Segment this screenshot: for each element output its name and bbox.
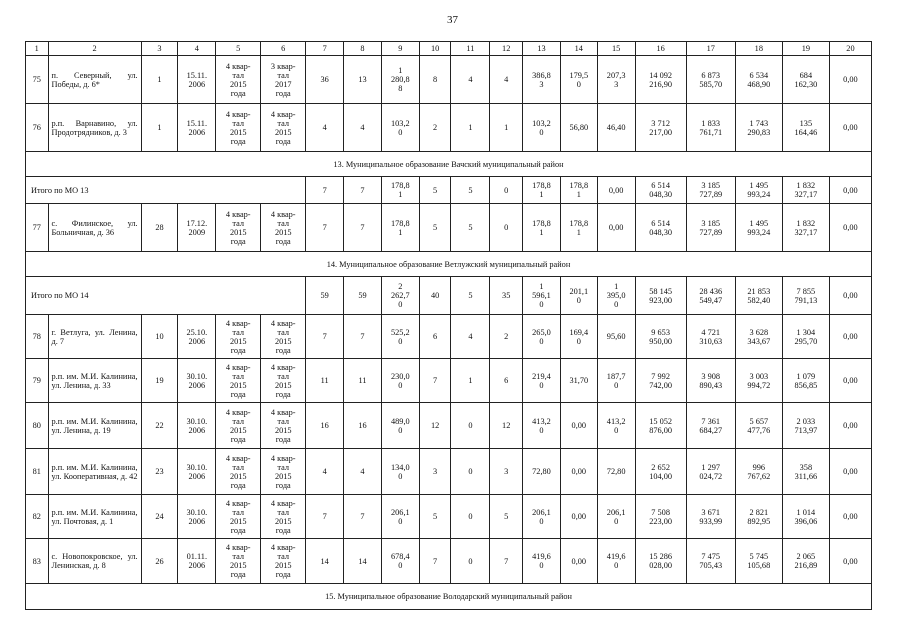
row-number: 82 (26, 495, 49, 539)
table-cell: 7 (306, 204, 344, 252)
table-cell: 11 (306, 359, 344, 403)
table-cell: 5 657 477,76 (735, 403, 782, 449)
row-number: 78 (26, 315, 49, 359)
table-cell: 4 квар- тал 2015 года (261, 204, 306, 252)
table-cell: 4 квар- тал 2015 года (261, 449, 306, 495)
table-cell: 72,80 (597, 449, 635, 495)
table-cell: 1 (141, 56, 178, 104)
table-cell: 0,00 (829, 359, 871, 403)
table-cell: 11 (344, 359, 382, 403)
subtotal-cell: 0 (490, 177, 523, 204)
table-cell: 1 (451, 104, 490, 152)
table-cell: 0,00 (829, 315, 871, 359)
table-cell: 4 (451, 56, 490, 104)
subtotal-cell: 21 853 582,40 (735, 277, 782, 315)
table-cell: 30.10. 2006 (178, 449, 216, 495)
table-cell: 22 (141, 403, 178, 449)
subtotal-cell: 178,8 1 (523, 177, 561, 204)
subtotal-cell: 1 596,1 0 (523, 277, 561, 315)
table-cell: 4 квар- тал 2015 года (216, 495, 261, 539)
table-cell: 386,8 3 (523, 56, 561, 104)
subtotal-cell: 0,00 (829, 277, 871, 315)
column-number-cell: 15 (597, 42, 635, 56)
table-cell: 4 квар- тал 2015 года (216, 403, 261, 449)
table-row (26, 204, 872, 252)
column-number-cell: 8 (344, 42, 382, 56)
table-cell: 12 (490, 403, 523, 449)
table-cell: 01.11. 2006 (178, 539, 216, 584)
table-cell: 6 514 048,30 (635, 204, 686, 252)
table-cell: 413,2 0 (597, 403, 635, 449)
section-row (26, 152, 872, 177)
column-number-cell: 3 (141, 42, 178, 56)
table-cell: 14 (306, 539, 344, 584)
address-cell: п. Северный, ул. Победы, д. 6* (48, 56, 141, 104)
table-cell: 134,0 0 (381, 449, 419, 495)
table-cell: 8 (419, 56, 451, 104)
row-number: 75 (26, 56, 49, 104)
table-cell: 1 743 290,83 (735, 104, 782, 152)
address-cell: р.п. Варнавино, ул. Продотрядников, д. 3 (48, 104, 141, 152)
table-cell: 14 092 216,90 (635, 56, 686, 104)
column-number-cell: 18 (735, 42, 782, 56)
subtotal-cell: 7 (306, 177, 344, 204)
table-cell: 1 495 993,24 (735, 204, 782, 252)
subtotal-cell: 6 514 048,30 (635, 177, 686, 204)
table-cell: 1 (451, 359, 490, 403)
table-row (26, 104, 872, 152)
column-number-cell: 20 (829, 42, 871, 56)
table-cell: 4 (306, 104, 344, 152)
table-cell: 72,80 (523, 449, 561, 495)
subtotal-cell: 0,00 (829, 177, 871, 204)
table-cell: 7 (419, 539, 451, 584)
subtotal-cell: 178,8 1 (560, 177, 597, 204)
table-cell: 3 628 343,67 (735, 315, 782, 359)
table-cell: 0 (451, 495, 490, 539)
address-cell: с. Новопокровское, ул. Ленинская, д. 8 (48, 539, 141, 584)
table-cell: 2 065 216,89 (782, 539, 829, 584)
address-cell: р.п. им. М.И. Калинина, ул. Ленина, д. 19 (48, 403, 141, 449)
table-cell: 4 квар- тал 2015 года (261, 495, 306, 539)
table-cell: 15.11. 2006 (178, 104, 216, 152)
table-cell: 7 (344, 315, 382, 359)
table-cell: 23 (141, 449, 178, 495)
subtotal-cell: 0,00 (597, 177, 635, 204)
column-number-cell: 11 (451, 42, 490, 56)
table-cell: 206,1 0 (381, 495, 419, 539)
table-cell: 3 908 890,43 (686, 359, 735, 403)
table-cell: 0 (490, 204, 523, 252)
table-cell: 0,00 (597, 204, 635, 252)
table-cell: 7 475 705,43 (686, 539, 735, 584)
table-cell: 1 304 295,70 (782, 315, 829, 359)
table-cell: 6 (490, 359, 523, 403)
subtotal-row (26, 177, 872, 204)
table-cell: 0 (451, 539, 490, 584)
table-cell: 4 квар- тал 2015 года (216, 104, 261, 152)
table-cell: 135 164,46 (782, 104, 829, 152)
table-cell: 5 745 105,68 (735, 539, 782, 584)
table-cell: 4 квар- тал 2015 года (261, 359, 306, 403)
table-cell: 9 653 950,00 (635, 315, 686, 359)
table-row (26, 359, 872, 403)
table-cell: 0 (451, 403, 490, 449)
table-cell: 996 767,62 (735, 449, 782, 495)
table-cell: 0,00 (829, 104, 871, 152)
table-cell: 6 534 468,90 (735, 56, 782, 104)
subtotal-cell: 5 (451, 177, 490, 204)
table-cell: 207,3 3 (597, 56, 635, 104)
table-cell: 1 297 024,72 (686, 449, 735, 495)
table-cell: 4 721 310,63 (686, 315, 735, 359)
table-cell: 19 (141, 359, 178, 403)
table-cell: 103,2 0 (523, 104, 561, 152)
table-cell: 103,2 0 (381, 104, 419, 152)
table-cell: 2 033 713,97 (782, 403, 829, 449)
table-cell: 4 квар- тал 2015 года (216, 539, 261, 584)
subtotal-cell: 5 (419, 177, 451, 204)
table-cell: 3 671 933,99 (686, 495, 735, 539)
column-number-cell: 9 (381, 42, 419, 56)
row-number: 83 (26, 539, 49, 584)
table-cell: 17.12. 2009 (178, 204, 216, 252)
table-cell: 4 (306, 449, 344, 495)
table-cell: 2 (419, 104, 451, 152)
table-row (26, 56, 872, 104)
section-title: 15. Муниципальное образование Володарский муниципальный район (26, 584, 872, 610)
table-cell: 4 квар- тал 2015 года (261, 104, 306, 152)
table-cell: 4 квар- тал 2015 года (216, 359, 261, 403)
table-cell: 1 832 327,17 (782, 204, 829, 252)
table-cell: 46,40 (597, 104, 635, 152)
table-cell: 7 992 742,00 (635, 359, 686, 403)
table-cell: 219,4 0 (523, 359, 561, 403)
column-number-cell: 12 (490, 42, 523, 56)
table-cell: 30.10. 2006 (178, 359, 216, 403)
table-cell: 7 (306, 315, 344, 359)
subtotal-cell: 40 (419, 277, 451, 315)
table-cell: 15.11. 2006 (178, 56, 216, 104)
column-number-cell: 17 (686, 42, 735, 56)
table-cell: 4 квар- тал 2015 года (216, 315, 261, 359)
section-title: 14. Муниципальное образование Ветлужский муниципальный район (26, 252, 872, 277)
table-cell: 25.10. 2006 (178, 315, 216, 359)
table-cell: 36 (306, 56, 344, 104)
table-cell: 0,00 (560, 495, 597, 539)
table-cell: 2 (490, 315, 523, 359)
column-number-cell: 5 (216, 42, 261, 56)
row-number: 76 (26, 104, 49, 152)
subtotal-cell: 201,1 0 (560, 277, 597, 315)
table-cell: 265,0 0 (523, 315, 561, 359)
row-number: 79 (26, 359, 49, 403)
table-cell: 7 (344, 495, 382, 539)
table-cell: 12 (419, 403, 451, 449)
table-cell: 684 162,30 (782, 56, 829, 104)
table-cell: 0,00 (560, 539, 597, 584)
subtotal-cell: 178,8 1 (381, 177, 419, 204)
subtotal-cell: 1 832 327,17 (782, 177, 829, 204)
column-number-cell: 14 (560, 42, 597, 56)
table-cell: 0,00 (829, 495, 871, 539)
table-cell: 4 (344, 104, 382, 152)
table-cell: 26 (141, 539, 178, 584)
table-cell: 3 (490, 449, 523, 495)
table-cell: 28 (141, 204, 178, 252)
column-number-cell: 19 (782, 42, 829, 56)
table-cell: 7 (490, 539, 523, 584)
subtotal-cell: 59 (306, 277, 344, 315)
table-cell: 31,70 (560, 359, 597, 403)
table-cell: 6 (419, 315, 451, 359)
table-cell: 0,00 (829, 449, 871, 495)
table-cell: 0,00 (560, 449, 597, 495)
table-cell: 1 014 396,06 (782, 495, 829, 539)
table-cell: 206,1 0 (523, 495, 561, 539)
table-cell: 0,00 (560, 403, 597, 449)
table-cell: 178,8 1 (560, 204, 597, 252)
subtotal-cell: 58 145 923,00 (635, 277, 686, 315)
column-number-cell: 7 (306, 42, 344, 56)
address-cell: г. Ветлуга, ул. Ленина, д. 7 (48, 315, 141, 359)
subtotal-cell: 1 395,0 0 (597, 277, 635, 315)
column-number-cell: 4 (178, 42, 216, 56)
table-cell: 5 (451, 204, 490, 252)
subtotal-label: Итого по МО 13 (26, 177, 306, 204)
table-cell: 15 052 876,00 (635, 403, 686, 449)
table-cell: 169,4 0 (560, 315, 597, 359)
table-cell: 4 (344, 449, 382, 495)
address-cell: с. Филинское, ул. Больничная, д. 36 (48, 204, 141, 252)
table-cell: 0,00 (829, 403, 871, 449)
column-number-cell: 16 (635, 42, 686, 56)
table-cell: 13 (344, 56, 382, 104)
table-cell: 230,0 0 (381, 359, 419, 403)
table-cell: 419,6 0 (597, 539, 635, 584)
row-number: 77 (26, 204, 49, 252)
section-row (26, 252, 872, 277)
table-row (26, 495, 872, 539)
table-cell: 4 (490, 56, 523, 104)
table-cell: 3 квар- тал 2017 года (261, 56, 306, 104)
table-cell: 525,2 0 (381, 315, 419, 359)
column-number-cell: 2 (48, 42, 141, 56)
table-cell: 0,00 (829, 539, 871, 584)
table-row (26, 403, 872, 449)
table-cell: 4 квар- тал 2015 года (261, 403, 306, 449)
address-cell: р.п. им. М.И. Калинина, ул. Кооперативная, д. 42 (48, 449, 141, 495)
table-cell: 2 821 892,95 (735, 495, 782, 539)
subtotal-cell: 59 (344, 277, 382, 315)
page-number: 37 (447, 14, 458, 26)
subtotal-cell: 1 495 993,24 (735, 177, 782, 204)
table-cell: 178,8 1 (381, 204, 419, 252)
table-row (26, 539, 872, 584)
section-row (26, 584, 872, 610)
table-header-row (26, 42, 872, 56)
table-cell: 413,2 0 (523, 403, 561, 449)
column-number-cell: 1 (26, 42, 49, 56)
column-number-cell: 6 (261, 42, 306, 56)
section-title: 13. Муниципальное образование Вачский муниципальный район (26, 152, 872, 177)
table-cell: 4 (451, 315, 490, 359)
table-cell: 30.10. 2006 (178, 403, 216, 449)
table-cell: 24 (141, 495, 178, 539)
subtotal-cell: 7 855 791,13 (782, 277, 829, 315)
table-row (26, 449, 872, 495)
table-cell: 1 079 856,85 (782, 359, 829, 403)
table-cell: 5 (419, 204, 451, 252)
table-cell: 5 (490, 495, 523, 539)
table-cell: 3 712 217,00 (635, 104, 686, 152)
table-cell: 0,00 (829, 56, 871, 104)
table-cell: 1 (490, 104, 523, 152)
table-cell: 1 (141, 104, 178, 152)
table-cell: 16 (306, 403, 344, 449)
table-cell: 56,80 (560, 104, 597, 152)
table-cell: 489,0 0 (381, 403, 419, 449)
table-cell: 0 (451, 449, 490, 495)
subtotal-cell: 5 (451, 277, 490, 315)
row-number: 81 (26, 449, 49, 495)
table-cell: 178,8 1 (523, 204, 561, 252)
table-cell: 206,1 0 (597, 495, 635, 539)
table-cell: 15 286 028,00 (635, 539, 686, 584)
table-cell: 16 (344, 403, 382, 449)
table-cell: 7 (306, 495, 344, 539)
table-cell: 4 квар- тал 2015 года (261, 315, 306, 359)
table-cell: 678,4 0 (381, 539, 419, 584)
table-cell: 419,6 0 (523, 539, 561, 584)
column-number-cell: 13 (523, 42, 561, 56)
table-row (26, 315, 872, 359)
table-cell: 1 833 761,71 (686, 104, 735, 152)
table-cell: 5 (419, 495, 451, 539)
table-cell: 30.10. 2006 (178, 495, 216, 539)
table-cell: 4 квар- тал 2015 года (216, 56, 261, 104)
table-cell: 7 361 684,27 (686, 403, 735, 449)
table-cell: 358 311,66 (782, 449, 829, 495)
table-cell: 2 652 104,00 (635, 449, 686, 495)
table-cell: 10 (141, 315, 178, 359)
table-cell: 0,00 (829, 204, 871, 252)
table-cell: 3 185 727,89 (686, 204, 735, 252)
subtotal-label: Итого по МО 14 (26, 277, 306, 315)
subtotal-cell: 35 (490, 277, 523, 315)
table-cell: 95,60 (597, 315, 635, 359)
subtotal-cell: 7 (344, 177, 382, 204)
subtotal-cell: 28 436 549,47 (686, 277, 735, 315)
column-number-cell: 10 (419, 42, 451, 56)
address-cell: р.п. им. М.И. Калинина, ул. Почтовая, д. 1 (48, 495, 141, 539)
subtotal-cell: 2 262,7 0 (381, 277, 419, 315)
table-cell: 7 508 223,00 (635, 495, 686, 539)
table-cell: 14 (344, 539, 382, 584)
table-cell: 4 квар- тал 2015 года (216, 449, 261, 495)
table-cell: 7 (419, 359, 451, 403)
table-cell: 7 (344, 204, 382, 252)
subtotal-cell: 3 185 727,89 (686, 177, 735, 204)
table-cell: 179,5 0 (560, 56, 597, 104)
row-number: 80 (26, 403, 49, 449)
table-cell: 3 (419, 449, 451, 495)
table-cell: 3 003 994,72 (735, 359, 782, 403)
table-cell: 6 873 585,70 (686, 56, 735, 104)
table-cell: 1 280,8 8 (381, 56, 419, 104)
address-cell: р.п. им. М.И. Калинина, ул. Ленина, д. 33 (48, 359, 141, 403)
table-cell: 187,7 0 (597, 359, 635, 403)
table-cell: 4 квар- тал 2015 года (216, 204, 261, 252)
table-cell: 4 квар- тал 2015 года (261, 539, 306, 584)
housing-program-table (25, 41, 872, 610)
subtotal-row (26, 277, 872, 315)
